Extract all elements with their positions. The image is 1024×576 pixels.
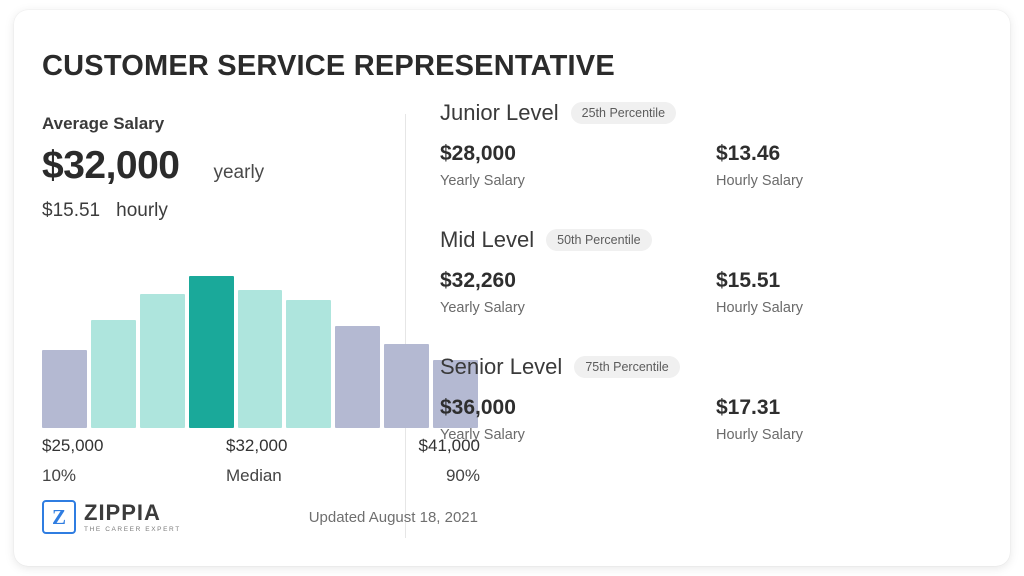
mid-hourly	[716, 269, 992, 316]
zippia-logo[interactable]	[42, 500, 181, 534]
junior-hourly-amount: $13.46	[716, 142, 781, 165]
mid-yearly-amount: $32,260	[440, 269, 516, 292]
junior-hourly	[716, 142, 992, 189]
zippia-logo-tagline: THE CAREER EXPERT	[84, 525, 181, 533]
axis-low-caption: 10%	[42, 466, 77, 485]
updated-date: Updated August 18, 2021	[308, 508, 478, 526]
junior-yearly	[440, 142, 716, 189]
level-name-mid: Mid Level	[440, 227, 535, 252]
senior-hourly-amount: $17.31	[716, 396, 781, 419]
zippia-logo-mark: Z	[42, 500, 76, 534]
average-hourly-period: hourly	[116, 200, 168, 221]
senior-yearly-amount: $36,000	[440, 396, 516, 419]
percentile-badge-junior: 25th Percentile	[571, 102, 676, 124]
mid-hourly-amount: $15.51	[716, 269, 781, 292]
average-yearly-row	[42, 144, 391, 188]
axis-high-value: $41,000	[418, 436, 480, 455]
senior-hourly-caption: Hourly Salary	[716, 427, 804, 443]
junior-yearly-caption: Yearly Salary	[440, 173, 525, 189]
zippia-logo-word: ZIPPIA	[84, 499, 161, 525]
percentile-badge-mid: 50th Percentile	[546, 229, 651, 251]
average-hourly-amount: $15.51	[42, 200, 101, 221]
chart-bar	[91, 320, 136, 428]
mid-yearly-caption: Yearly Salary	[440, 300, 525, 316]
average-salary-label: Average Salary	[42, 114, 165, 133]
levels-panel	[406, 100, 992, 548]
junior-hourly-caption: Hourly Salary	[716, 173, 804, 189]
page-title: CUSTOMER SERVICE REPRESENTATIVE	[42, 50, 615, 82]
level-block-junior	[440, 100, 992, 189]
chart-bar	[286, 300, 331, 428]
percentile-badge-senior: 75th Percentile	[574, 356, 679, 378]
chart-bar	[189, 276, 234, 428]
average-yearly-amount: $32,000	[42, 144, 180, 187]
axis-low-value: $25,000	[42, 436, 104, 455]
axis-mid-value: $32,000	[226, 436, 288, 455]
level-block-mid	[440, 227, 992, 316]
senior-yearly-caption: Yearly Salary	[440, 427, 525, 443]
chart-bar	[335, 326, 380, 428]
junior-yearly-amount: $28,000	[440, 142, 516, 165]
salary-card	[14, 10, 1010, 566]
mid-yearly	[440, 269, 716, 316]
senior-hourly	[716, 396, 992, 443]
senior-yearly	[440, 396, 716, 443]
axis-mid-caption: Median	[226, 466, 282, 485]
level-name-senior: Senior Level	[440, 354, 563, 379]
average-yearly-period: yearly	[213, 162, 265, 183]
chart-bar	[42, 350, 87, 428]
chart-bar	[238, 290, 283, 428]
chart-bar	[140, 294, 185, 428]
average-hourly-row	[42, 200, 391, 222]
mid-hourly-caption: Hourly Salary	[716, 300, 804, 316]
level-block-senior	[440, 354, 992, 443]
level-name-junior: Junior Level	[440, 100, 559, 125]
axis-high-caption: 90%	[445, 466, 480, 485]
